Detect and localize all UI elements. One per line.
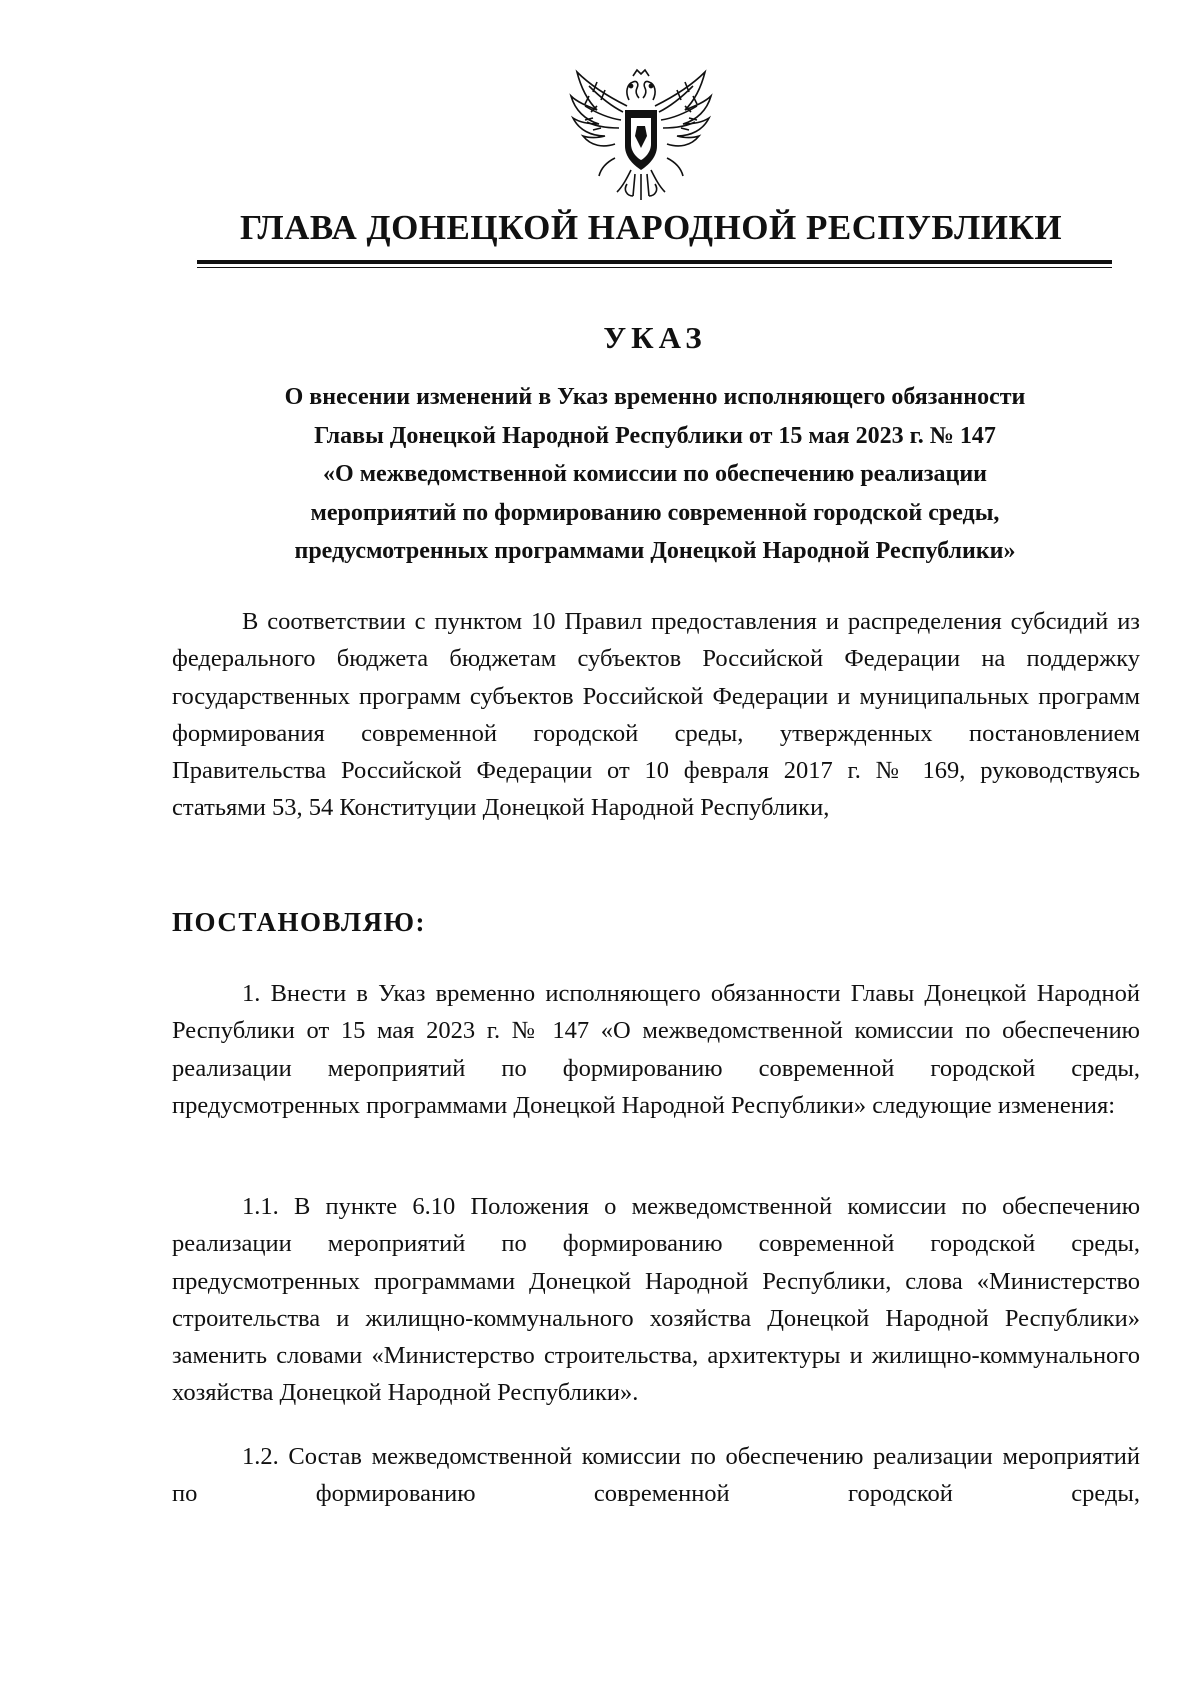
clause-1-2	[172, 1438, 1140, 1513]
header-rule-thick	[197, 260, 1112, 264]
document-type: УКАЗ	[603, 320, 707, 355]
preamble-paragraph: В соответствии с пунктом 10 Правил предоставления и распределения субсидий из федерального бюджета бюджетам субъектов Российской Федерации на поддержку государственных программ субъектов Российской Федерации и муниципальных программ формирования современной городской среды, утвержденных постановлением Правительства Российской Федерации от 10 февраля 2017 г. № 169, руководствуясь статьями 53, 54 Конституции Донецкой Народной Республики,	[172, 608, 1140, 822]
subject-line: «О межведомственной комиссии по обеспечению реализации	[323, 461, 987, 487]
subject-line: предусмотренных программами Донецкой Народной Республики»	[294, 538, 1016, 564]
issuer-title: ГЛАВА ДОНЕЦКОЙ НАРОДНОЙ РЕСПУБЛИКИ	[240, 208, 1063, 247]
clause-text: 1.2. Состав межведомственной комиссии по обеспечению реализации мероприятий по формированию современной городской среды,	[172, 1443, 1140, 1508]
header-rule-thin	[197, 267, 1112, 268]
subject-line: О внесении изменений в Указ временно исполняющего обязанности	[284, 384, 1026, 410]
clause-text: 1. Внести в Указ временно исполняющего обязанности Главы Донецкой Народной Республики от 15 мая 2023 г. № 147 «О межведомственной комиссии по обеспечению реализации мероприятий по формированию современной городской среды, предусмотренных программами Донецкой Народной Республики» следующие изменения:	[172, 980, 1140, 1119]
subject-line: Главы Донецкой Народной Республики от 15 мая 2023 г. № 147	[314, 422, 996, 449]
clause-1	[172, 975, 1140, 1124]
eagle-emblem-icon	[567, 66, 715, 204]
clause-text: 1.1. В пункте 6.10 Положения о межведомственной комиссии по обеспечению реализации мероприятий по формированию современной городской среды, предусмотренных программами Донецкой Народной Республики, слова «Министерство строительства и жилищно-коммунального хозяйства Донецкой Народной Республики» заменить словами «Министерство строительства, архитектуры и жилищно-коммунального хозяйства Донецкой Народной Республики».	[172, 1193, 1140, 1407]
document-subject	[170, 378, 1140, 571]
preamble	[172, 603, 1140, 827]
subject-line: мероприятий по формированию современной городской среды,	[310, 499, 1000, 526]
clause-1-1	[172, 1188, 1140, 1412]
decree-heading: ПОСТАНОВЛЯЮ:	[172, 907, 426, 937]
